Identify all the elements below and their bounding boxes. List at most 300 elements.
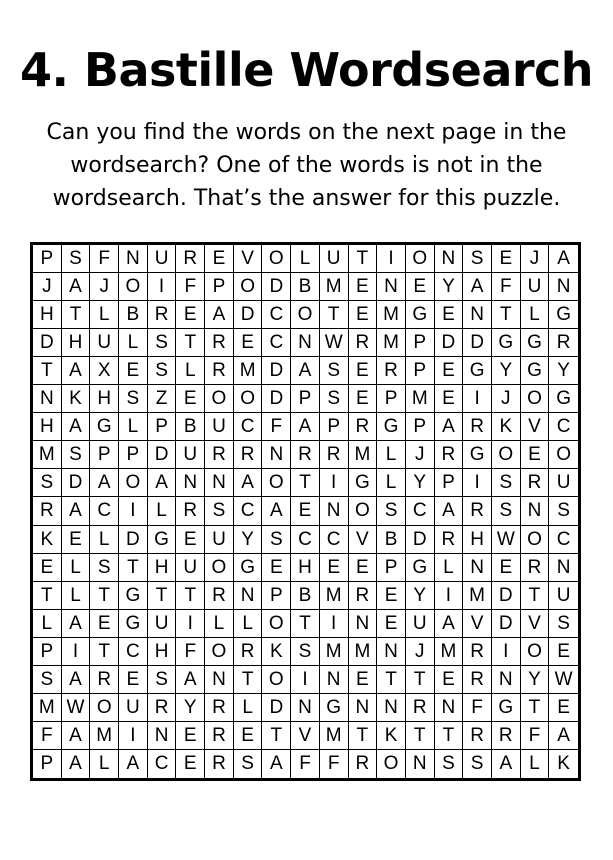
grid-letter[interactable]: G: [463, 357, 492, 385]
grid-letter[interactable]: C: [262, 329, 291, 357]
grid-letter[interactable]: I: [320, 469, 349, 497]
grid-letter[interactable]: V: [463, 610, 492, 638]
grid-letter[interactable]: J: [90, 273, 119, 301]
grid-letter[interactable]: E: [205, 245, 234, 273]
grid-letter[interactable]: N: [320, 497, 349, 525]
grid-letter[interactable]: R: [521, 554, 550, 582]
grid-letter[interactable]: P: [291, 385, 320, 413]
grid-letter[interactable]: E: [492, 554, 521, 582]
grid-letter[interactable]: E: [349, 666, 378, 694]
grid-letter[interactable]: A: [549, 245, 578, 273]
grid-letter[interactable]: B: [176, 413, 205, 441]
grid-letter[interactable]: L: [90, 301, 119, 329]
grid-letter[interactable]: N: [521, 497, 550, 525]
grid-letter[interactable]: S: [62, 441, 91, 469]
grid-letter[interactable]: R: [291, 441, 320, 469]
grid-letter[interactable]: I: [119, 722, 148, 750]
grid-letter[interactable]: O: [521, 526, 550, 554]
grid-letter[interactable]: N: [463, 301, 492, 329]
grid-letter[interactable]: R: [435, 441, 464, 469]
grid-letter[interactable]: T: [148, 582, 177, 610]
grid-letter[interactable]: L: [62, 554, 91, 582]
grid-letter[interactable]: E: [234, 722, 263, 750]
grid-letter[interactable]: I: [176, 610, 205, 638]
grid-letter[interactable]: O: [521, 385, 550, 413]
grid-letter[interactable]: D: [492, 582, 521, 610]
grid-letter[interactable]: J: [33, 273, 62, 301]
grid-letter[interactable]: G: [492, 329, 521, 357]
grid-letter[interactable]: I: [463, 469, 492, 497]
grid-letter[interactable]: T: [62, 301, 91, 329]
grid-letter[interactable]: M: [90, 722, 119, 750]
grid-letter[interactable]: N: [377, 694, 406, 722]
grid-letter[interactable]: S: [291, 638, 320, 666]
grid-letter[interactable]: V: [291, 722, 320, 750]
grid-letter[interactable]: D: [262, 357, 291, 385]
grid-letter[interactable]: M: [349, 441, 378, 469]
grid-letter[interactable]: F: [262, 413, 291, 441]
grid-letter[interactable]: N: [435, 245, 464, 273]
grid-letter[interactable]: E: [320, 554, 349, 582]
grid-letter[interactable]: K: [62, 385, 91, 413]
grid-letter[interactable]: R: [320, 441, 349, 469]
grid-letter[interactable]: O: [90, 694, 119, 722]
grid-letter[interactable]: N: [463, 554, 492, 582]
grid-letter[interactable]: A: [262, 750, 291, 778]
grid-letter[interactable]: J: [406, 638, 435, 666]
grid-letter[interactable]: M: [234, 357, 263, 385]
grid-letter[interactable]: R: [492, 722, 521, 750]
grid-letter[interactable]: N: [205, 469, 234, 497]
grid-letter[interactable]: A: [148, 469, 177, 497]
grid-letter[interactable]: G: [234, 554, 263, 582]
grid-letter[interactable]: V: [521, 610, 550, 638]
grid-letter[interactable]: A: [176, 666, 205, 694]
grid-letter[interactable]: A: [62, 413, 91, 441]
grid-letter[interactable]: T: [291, 610, 320, 638]
grid-letter[interactable]: O: [234, 385, 263, 413]
grid-letter[interactable]: G: [148, 526, 177, 554]
grid-letter[interactable]: G: [349, 469, 378, 497]
grid-letter[interactable]: S: [463, 245, 492, 273]
grid-letter[interactable]: T: [33, 582, 62, 610]
grid-letter[interactable]: S: [549, 497, 578, 525]
grid-letter[interactable]: N: [291, 329, 320, 357]
grid-letter[interactable]: F: [176, 273, 205, 301]
grid-letter[interactable]: U: [176, 554, 205, 582]
grid-letter[interactable]: Z: [148, 385, 177, 413]
grid-letter[interactable]: E: [377, 610, 406, 638]
grid-letter[interactable]: U: [148, 245, 177, 273]
grid-letter[interactable]: R: [205, 722, 234, 750]
grid-letter[interactable]: D: [62, 469, 91, 497]
grid-letter[interactable]: A: [62, 750, 91, 778]
grid-letter[interactable]: O: [349, 497, 378, 525]
grid-letter[interactable]: L: [176, 357, 205, 385]
grid-letter[interactable]: E: [176, 722, 205, 750]
grid-letter[interactable]: L: [377, 441, 406, 469]
grid-letter[interactable]: L: [234, 694, 263, 722]
grid-letter[interactable]: D: [148, 441, 177, 469]
grid-letter[interactable]: O: [377, 750, 406, 778]
grid-letter[interactable]: D: [262, 385, 291, 413]
grid-letter[interactable]: P: [90, 441, 119, 469]
grid-letter[interactable]: T: [435, 722, 464, 750]
grid-letter[interactable]: E: [549, 694, 578, 722]
grid-letter[interactable]: B: [291, 582, 320, 610]
grid-letter[interactable]: H: [62, 329, 91, 357]
grid-letter[interactable]: E: [119, 666, 148, 694]
grid-letter[interactable]: I: [463, 385, 492, 413]
grid-letter[interactable]: J: [492, 385, 521, 413]
grid-letter[interactable]: B: [377, 526, 406, 554]
grid-letter[interactable]: N: [291, 694, 320, 722]
grid-letter[interactable]: S: [62, 245, 91, 273]
grid-letter[interactable]: K: [262, 638, 291, 666]
grid-letter[interactable]: T: [33, 357, 62, 385]
grid-letter[interactable]: T: [349, 722, 378, 750]
grid-letter[interactable]: O: [291, 301, 320, 329]
grid-letter[interactable]: S: [320, 357, 349, 385]
grid-letter[interactable]: P: [406, 357, 435, 385]
grid-letter[interactable]: E: [291, 497, 320, 525]
grid-letter[interactable]: H: [291, 554, 320, 582]
grid-letter[interactable]: T: [119, 554, 148, 582]
grid-letter[interactable]: I: [435, 582, 464, 610]
grid-letter[interactable]: A: [435, 497, 464, 525]
grid-letter[interactable]: G: [119, 610, 148, 638]
grid-letter[interactable]: O: [406, 245, 435, 273]
grid-letter[interactable]: E: [521, 441, 550, 469]
grid-letter[interactable]: C: [148, 750, 177, 778]
grid-letter[interactable]: L: [33, 610, 62, 638]
grid-letter[interactable]: Y: [176, 694, 205, 722]
grid-letter[interactable]: P: [406, 413, 435, 441]
grid-letter[interactable]: O: [521, 638, 550, 666]
grid-letter[interactable]: H: [148, 554, 177, 582]
grid-letter[interactable]: R: [463, 497, 492, 525]
grid-letter[interactable]: N: [148, 722, 177, 750]
grid-letter[interactable]: D: [262, 694, 291, 722]
grid-letter[interactable]: N: [234, 582, 263, 610]
grid-letter[interactable]: G: [521, 357, 550, 385]
grid-letter[interactable]: U: [119, 694, 148, 722]
grid-letter[interactable]: D: [262, 273, 291, 301]
grid-letter[interactable]: M: [320, 582, 349, 610]
grid-letter[interactable]: N: [205, 666, 234, 694]
grid-letter[interactable]: H: [90, 385, 119, 413]
grid-letter[interactable]: M: [406, 385, 435, 413]
grid-letter[interactable]: R: [349, 750, 378, 778]
grid-letter[interactable]: A: [62, 666, 91, 694]
grid-letter[interactable]: A: [492, 750, 521, 778]
grid-letter[interactable]: T: [90, 638, 119, 666]
grid-letter[interactable]: T: [262, 722, 291, 750]
grid-letter[interactable]: P: [435, 469, 464, 497]
grid-letter[interactable]: D: [119, 526, 148, 554]
grid-letter[interactable]: G: [521, 329, 550, 357]
grid-letter[interactable]: E: [176, 301, 205, 329]
grid-letter[interactable]: S: [148, 357, 177, 385]
grid-letter[interactable]: R: [521, 469, 550, 497]
grid-letter[interactable]: M: [349, 638, 378, 666]
grid-letter[interactable]: A: [62, 497, 91, 525]
grid-letter[interactable]: N: [320, 666, 349, 694]
grid-letter[interactable]: C: [234, 413, 263, 441]
grid-letter[interactable]: U: [521, 273, 550, 301]
grid-letter[interactable]: G: [492, 694, 521, 722]
grid-letter[interactable]: S: [90, 554, 119, 582]
grid-letter[interactable]: R: [205, 582, 234, 610]
grid-letter[interactable]: S: [33, 469, 62, 497]
grid-letter[interactable]: E: [549, 638, 578, 666]
grid-letter[interactable]: N: [349, 694, 378, 722]
grid-letter[interactable]: R: [463, 722, 492, 750]
grid-letter[interactable]: E: [377, 582, 406, 610]
grid-letter[interactable]: G: [320, 694, 349, 722]
grid-letter[interactable]: T: [234, 666, 263, 694]
grid-letter[interactable]: L: [90, 526, 119, 554]
grid-letter[interactable]: R: [406, 694, 435, 722]
grid-letter[interactable]: S: [262, 526, 291, 554]
grid-letter[interactable]: N: [349, 610, 378, 638]
grid-letter[interactable]: N: [549, 273, 578, 301]
grid-letter[interactable]: Y: [435, 273, 464, 301]
grid-letter[interactable]: L: [119, 413, 148, 441]
grid-letter[interactable]: P: [377, 554, 406, 582]
grid-letter[interactable]: O: [262, 610, 291, 638]
grid-letter[interactable]: Y: [406, 582, 435, 610]
grid-letter[interactable]: A: [62, 273, 91, 301]
grid-letter[interactable]: L: [234, 610, 263, 638]
grid-letter[interactable]: S: [320, 385, 349, 413]
grid-letter[interactable]: G: [406, 554, 435, 582]
grid-letter[interactable]: O: [119, 469, 148, 497]
grid-letter[interactable]: M: [33, 694, 62, 722]
grid-letter[interactable]: O: [549, 441, 578, 469]
grid-letter[interactable]: R: [205, 694, 234, 722]
grid-letter[interactable]: N: [119, 245, 148, 273]
grid-letter[interactable]: T: [406, 666, 435, 694]
grid-letter[interactable]: C: [549, 413, 578, 441]
grid-letter[interactable]: E: [90, 610, 119, 638]
grid-letter[interactable]: L: [119, 329, 148, 357]
grid-letter[interactable]: N: [33, 385, 62, 413]
grid-letter[interactable]: U: [148, 610, 177, 638]
grid-letter[interactable]: A: [549, 722, 578, 750]
grid-letter[interactable]: C: [262, 301, 291, 329]
grid-letter[interactable]: N: [549, 554, 578, 582]
grid-letter[interactable]: R: [349, 413, 378, 441]
grid-letter[interactable]: P: [320, 413, 349, 441]
grid-letter[interactable]: F: [90, 245, 119, 273]
grid-letter[interactable]: R: [349, 329, 378, 357]
grid-letter[interactable]: R: [148, 694, 177, 722]
grid-letter[interactable]: L: [521, 750, 550, 778]
grid-letter[interactable]: N: [406, 750, 435, 778]
grid-letter[interactable]: R: [549, 329, 578, 357]
grid-letter[interactable]: S: [492, 469, 521, 497]
grid-letter[interactable]: Y: [492, 357, 521, 385]
grid-letter[interactable]: A: [62, 610, 91, 638]
grid-letter[interactable]: O: [205, 554, 234, 582]
grid-letter[interactable]: P: [33, 750, 62, 778]
grid-letter[interactable]: F: [291, 750, 320, 778]
grid-letter[interactable]: L: [521, 301, 550, 329]
grid-letter[interactable]: Y: [521, 666, 550, 694]
grid-letter[interactable]: A: [205, 301, 234, 329]
grid-letter[interactable]: T: [90, 582, 119, 610]
grid-letter[interactable]: N: [262, 441, 291, 469]
grid-letter[interactable]: Y: [234, 526, 263, 554]
grid-letter[interactable]: T: [521, 582, 550, 610]
grid-letter[interactable]: E: [349, 554, 378, 582]
grid-letter[interactable]: M: [463, 582, 492, 610]
grid-letter[interactable]: E: [435, 357, 464, 385]
grid-letter[interactable]: P: [406, 329, 435, 357]
grid-letter[interactable]: T: [492, 301, 521, 329]
grid-letter[interactable]: E: [33, 554, 62, 582]
grid-letter[interactable]: U: [549, 582, 578, 610]
grid-letter[interactable]: T: [349, 245, 378, 273]
grid-letter[interactable]: C: [406, 497, 435, 525]
grid-letter[interactable]: K: [492, 413, 521, 441]
grid-letter[interactable]: R: [205, 441, 234, 469]
grid-letter[interactable]: R: [205, 329, 234, 357]
grid-letter[interactable]: E: [349, 357, 378, 385]
grid-letter[interactable]: F: [521, 722, 550, 750]
grid-letter[interactable]: O: [262, 666, 291, 694]
grid-letter[interactable]: N: [377, 273, 406, 301]
grid-letter[interactable]: C: [320, 526, 349, 554]
grid-letter[interactable]: A: [119, 750, 148, 778]
grid-letter[interactable]: S: [234, 750, 263, 778]
grid-letter[interactable]: E: [349, 385, 378, 413]
grid-letter[interactable]: I: [148, 273, 177, 301]
grid-letter[interactable]: M: [377, 329, 406, 357]
grid-letter[interactable]: V: [234, 245, 263, 273]
grid-letter[interactable]: A: [62, 357, 91, 385]
grid-letter[interactable]: E: [176, 750, 205, 778]
grid-letter[interactable]: N: [492, 666, 521, 694]
grid-letter[interactable]: C: [119, 638, 148, 666]
grid-letter[interactable]: O: [119, 273, 148, 301]
grid-letter[interactable]: O: [234, 273, 263, 301]
grid-letter[interactable]: R: [349, 582, 378, 610]
grid-letter[interactable]: F: [176, 638, 205, 666]
grid-letter[interactable]: W: [62, 694, 91, 722]
grid-letter[interactable]: D: [463, 329, 492, 357]
grid-letter[interactable]: I: [291, 666, 320, 694]
grid-letter[interactable]: S: [33, 666, 62, 694]
grid-letter[interactable]: A: [262, 497, 291, 525]
grid-letter[interactable]: R: [148, 301, 177, 329]
grid-letter[interactable]: U: [549, 469, 578, 497]
grid-letter[interactable]: L: [90, 750, 119, 778]
grid-letter[interactable]: V: [349, 526, 378, 554]
grid-letter[interactable]: G: [377, 413, 406, 441]
grid-letter[interactable]: E: [119, 357, 148, 385]
grid-letter[interactable]: S: [435, 750, 464, 778]
grid-letter[interactable]: P: [148, 413, 177, 441]
grid-letter[interactable]: F: [320, 750, 349, 778]
grid-letter[interactable]: B: [119, 301, 148, 329]
grid-letter[interactable]: A: [62, 722, 91, 750]
grid-letter[interactable]: N: [377, 638, 406, 666]
grid-letter[interactable]: X: [90, 357, 119, 385]
grid-letter[interactable]: L: [62, 582, 91, 610]
grid-letter[interactable]: M: [33, 441, 62, 469]
grid-letter[interactable]: J: [406, 441, 435, 469]
grid-letter[interactable]: C: [549, 526, 578, 554]
grid-letter[interactable]: U: [320, 245, 349, 273]
grid-letter[interactable]: U: [90, 329, 119, 357]
grid-letter[interactable]: S: [205, 497, 234, 525]
grid-letter[interactable]: C: [291, 526, 320, 554]
grid-letter[interactable]: G: [549, 385, 578, 413]
grid-letter[interactable]: U: [176, 441, 205, 469]
grid-letter[interactable]: T: [521, 694, 550, 722]
grid-letter[interactable]: U: [406, 610, 435, 638]
grid-letter[interactable]: E: [176, 526, 205, 554]
grid-letter[interactable]: U: [205, 526, 234, 554]
grid-letter[interactable]: A: [291, 357, 320, 385]
grid-letter[interactable]: P: [119, 441, 148, 469]
grid-letter[interactable]: U: [205, 413, 234, 441]
grid-letter[interactable]: T: [291, 469, 320, 497]
grid-letter[interactable]: I: [377, 245, 406, 273]
grid-letter[interactable]: B: [291, 273, 320, 301]
grid-letter[interactable]: G: [119, 582, 148, 610]
grid-letter[interactable]: N: [435, 694, 464, 722]
grid-letter[interactable]: A: [234, 469, 263, 497]
grid-letter[interactable]: M: [320, 273, 349, 301]
grid-letter[interactable]: I: [320, 610, 349, 638]
grid-letter[interactable]: R: [435, 526, 464, 554]
grid-letter[interactable]: F: [492, 273, 521, 301]
grid-letter[interactable]: R: [463, 666, 492, 694]
grid-letter[interactable]: S: [119, 385, 148, 413]
grid-letter[interactable]: O: [262, 469, 291, 497]
grid-letter[interactable]: O: [205, 385, 234, 413]
grid-letter[interactable]: T: [176, 582, 205, 610]
grid-letter[interactable]: E: [262, 554, 291, 582]
grid-letter[interactable]: R: [90, 666, 119, 694]
grid-letter[interactable]: S: [148, 329, 177, 357]
grid-letter[interactable]: P: [33, 638, 62, 666]
grid-letter[interactable]: S: [492, 497, 521, 525]
grid-letter[interactable]: R: [463, 413, 492, 441]
grid-letter[interactable]: E: [349, 273, 378, 301]
grid-letter[interactable]: I: [492, 638, 521, 666]
grid-letter[interactable]: E: [435, 301, 464, 329]
grid-letter[interactable]: T: [320, 301, 349, 329]
grid-letter[interactable]: O: [262, 245, 291, 273]
grid-letter[interactable]: E: [492, 245, 521, 273]
grid-letter[interactable]: G: [90, 413, 119, 441]
grid-letter[interactable]: F: [33, 722, 62, 750]
grid-letter[interactable]: K: [557, 753, 570, 775]
grid-letter[interactable]: A: [463, 273, 492, 301]
grid-letter[interactable]: L: [148, 497, 177, 525]
grid-letter[interactable]: R: [205, 357, 234, 385]
grid-letter[interactable]: E: [176, 385, 205, 413]
grid-letter[interactable]: R: [234, 638, 263, 666]
grid-letter[interactable]: K: [33, 526, 62, 554]
grid-letter[interactable]: L: [377, 469, 406, 497]
grid-letter[interactable]: T: [377, 666, 406, 694]
grid-letter[interactable]: E: [62, 526, 91, 554]
